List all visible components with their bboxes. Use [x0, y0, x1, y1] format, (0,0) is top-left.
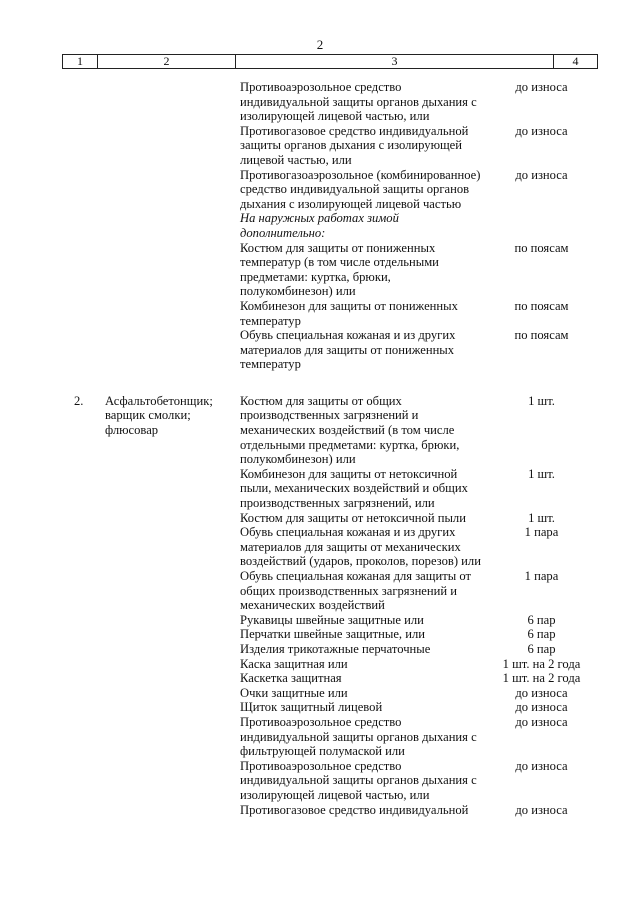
list-item [240, 686, 598, 701]
empty-cell [62, 241, 97, 299]
ppe-norm: до износа [515, 685, 568, 700]
header-col-1: 1 [62, 55, 97, 68]
empty-cell [97, 80, 240, 124]
ppe-name: Противоаэрозольное средство индивидуальной защиты органов дыхания с изолирующей лицевой частью, или [240, 758, 477, 802]
empty-cell [62, 124, 97, 168]
ppe-name: Костюм для защиты от общих производственных загрязнений и механических воздействий (в том числе отдельными предметами: куртка, брюки, полукомбинезон) или [240, 393, 460, 467]
ppe-name: Противоаэрозольное средство индивидуальной защиты органов дыхания с фильтрующей полумаской или [240, 714, 477, 759]
list-item [62, 124, 598, 168]
ppe-norm: 1 шт. [528, 393, 555, 408]
ppe-norm: до износа [515, 714, 568, 729]
list-item [62, 211, 598, 240]
ppe-name: Обувь специальная кожаная и из других материалов для защиты от механических воздействий (ударов, проколов, порезов) или [240, 525, 481, 569]
header-col-2: 2 [97, 55, 235, 68]
table-row-item-2 [62, 394, 598, 817]
ppe-norm: 6 пар [527, 612, 556, 627]
list-item [240, 671, 598, 686]
empty-cell [97, 299, 240, 328]
item-2-entries [240, 394, 598, 817]
ppe-name: Очки защитные или [240, 685, 348, 700]
ppe-name: Противогазовое средство индивидуальной [240, 802, 469, 817]
ppe-name: Обувь специальная кожаная и из других материалов для защиты от пониженных температур [240, 328, 456, 372]
ppe-name: Обувь специальная кожаная для защиты от общих производственных загрязнений и механических воздействий [240, 569, 471, 613]
ppe-norm: 6 пар [527, 627, 556, 642]
empty-cell [97, 124, 240, 168]
section-note: На наружных работах зимой дополнительно: [240, 211, 399, 240]
ppe-norm: до износа [515, 758, 568, 773]
ppe-norm: 1 шт. [528, 510, 555, 525]
ppe-norm: по поясам [514, 240, 569, 255]
ppe-norm: до износа [515, 80, 568, 94]
list-item [62, 80, 598, 124]
list-item [240, 613, 598, 628]
ppe-name: Перчатки швейные защитные, или [240, 627, 425, 642]
ppe-norm: 6 пар [527, 641, 556, 656]
list-item [240, 715, 598, 759]
row-gap [62, 372, 598, 394]
list-item [62, 328, 598, 372]
empty-cell [62, 211, 97, 240]
list-item [240, 467, 598, 511]
ppe-name: Комбинезон для защиты от пониженных температур [240, 298, 458, 328]
list-item [240, 657, 598, 672]
header-col-4: 4 [553, 55, 598, 68]
ppe-norm: 1 пара [524, 569, 559, 583]
empty-cell [97, 328, 240, 372]
item-number: 2. [74, 393, 84, 408]
ppe-norm: 1 шт. на 2 года [502, 671, 581, 686]
continuation-block [62, 80, 598, 372]
ppe-name: Каска защитная или [240, 656, 348, 671]
list-item [240, 642, 598, 657]
ppe-name: Каскетка защитная [240, 671, 342, 686]
ppe-norm: 1 пара [524, 525, 559, 540]
ppe-name: Комбинезон для защиты от нетоксичной пыли, механических воздействий и общих производственных загрязнений, или [240, 466, 468, 511]
empty-cell [62, 328, 97, 372]
ppe-norm: по поясам [514, 298, 569, 313]
list-item [62, 168, 598, 212]
header-col-3: 3 [235, 55, 553, 68]
ppe-name: Противогазоаэрозольное (комбинированное) средство индивидуальной защиты органов дыхания с изолирующей лицевой частью [240, 167, 481, 211]
empty-cell [97, 211, 240, 240]
ppe-norm: до износа [515, 123, 568, 138]
ppe-name: Противогазовое средство индивидуальной защиты органов дыхания с изолирующей лицевой частью, или [240, 123, 469, 167]
list-item [240, 394, 598, 467]
list-item [62, 299, 598, 328]
ppe-name: Щиток защитный лицевой [240, 700, 383, 715]
list-item [240, 569, 598, 613]
table-header [62, 54, 598, 69]
list-item [240, 700, 598, 715]
ppe-name: Костюм для защиты от пониженных температур (в том числе отдельными предметами: куртка, брюки, полукомбинезон) или [240, 240, 439, 299]
page-number: 2 [316, 37, 324, 52]
ppe-norm: 1 шт. [528, 466, 555, 481]
ppe-norm: до износа [515, 167, 568, 182]
ppe-norm: 1 шт. на 2 года [502, 656, 581, 671]
list-item [240, 525, 598, 569]
empty-cell [62, 299, 97, 328]
ppe-norm: до износа [515, 802, 568, 817]
ppe-name: Костюм для защиты от нетоксичной пыли [240, 510, 466, 525]
ppe-norm [485, 211, 598, 240]
list-item [240, 627, 598, 642]
empty-cell [62, 168, 97, 212]
ppe-name: Противоаэрозольное средство индивидуальной защиты органов дыхания с изолирующей лицевой частью, или [240, 80, 477, 124]
ppe-norm: по поясам [514, 328, 569, 343]
empty-cell [97, 241, 240, 299]
list-item [62, 241, 598, 299]
list-item [240, 511, 598, 526]
ppe-name: Рукавицы швейные защитные или [240, 612, 424, 627]
ppe-norm: до износа [515, 700, 568, 715]
table-body [62, 80, 598, 817]
list-item [240, 759, 598, 803]
profession-name: Асфальтобетонщик; варщик смолки; флюсовар [105, 393, 213, 438]
ppe-name: Изделия трикотажные перчаточные [240, 641, 431, 656]
list-item [240, 803, 598, 818]
empty-cell [62, 80, 97, 124]
empty-cell [97, 168, 240, 212]
